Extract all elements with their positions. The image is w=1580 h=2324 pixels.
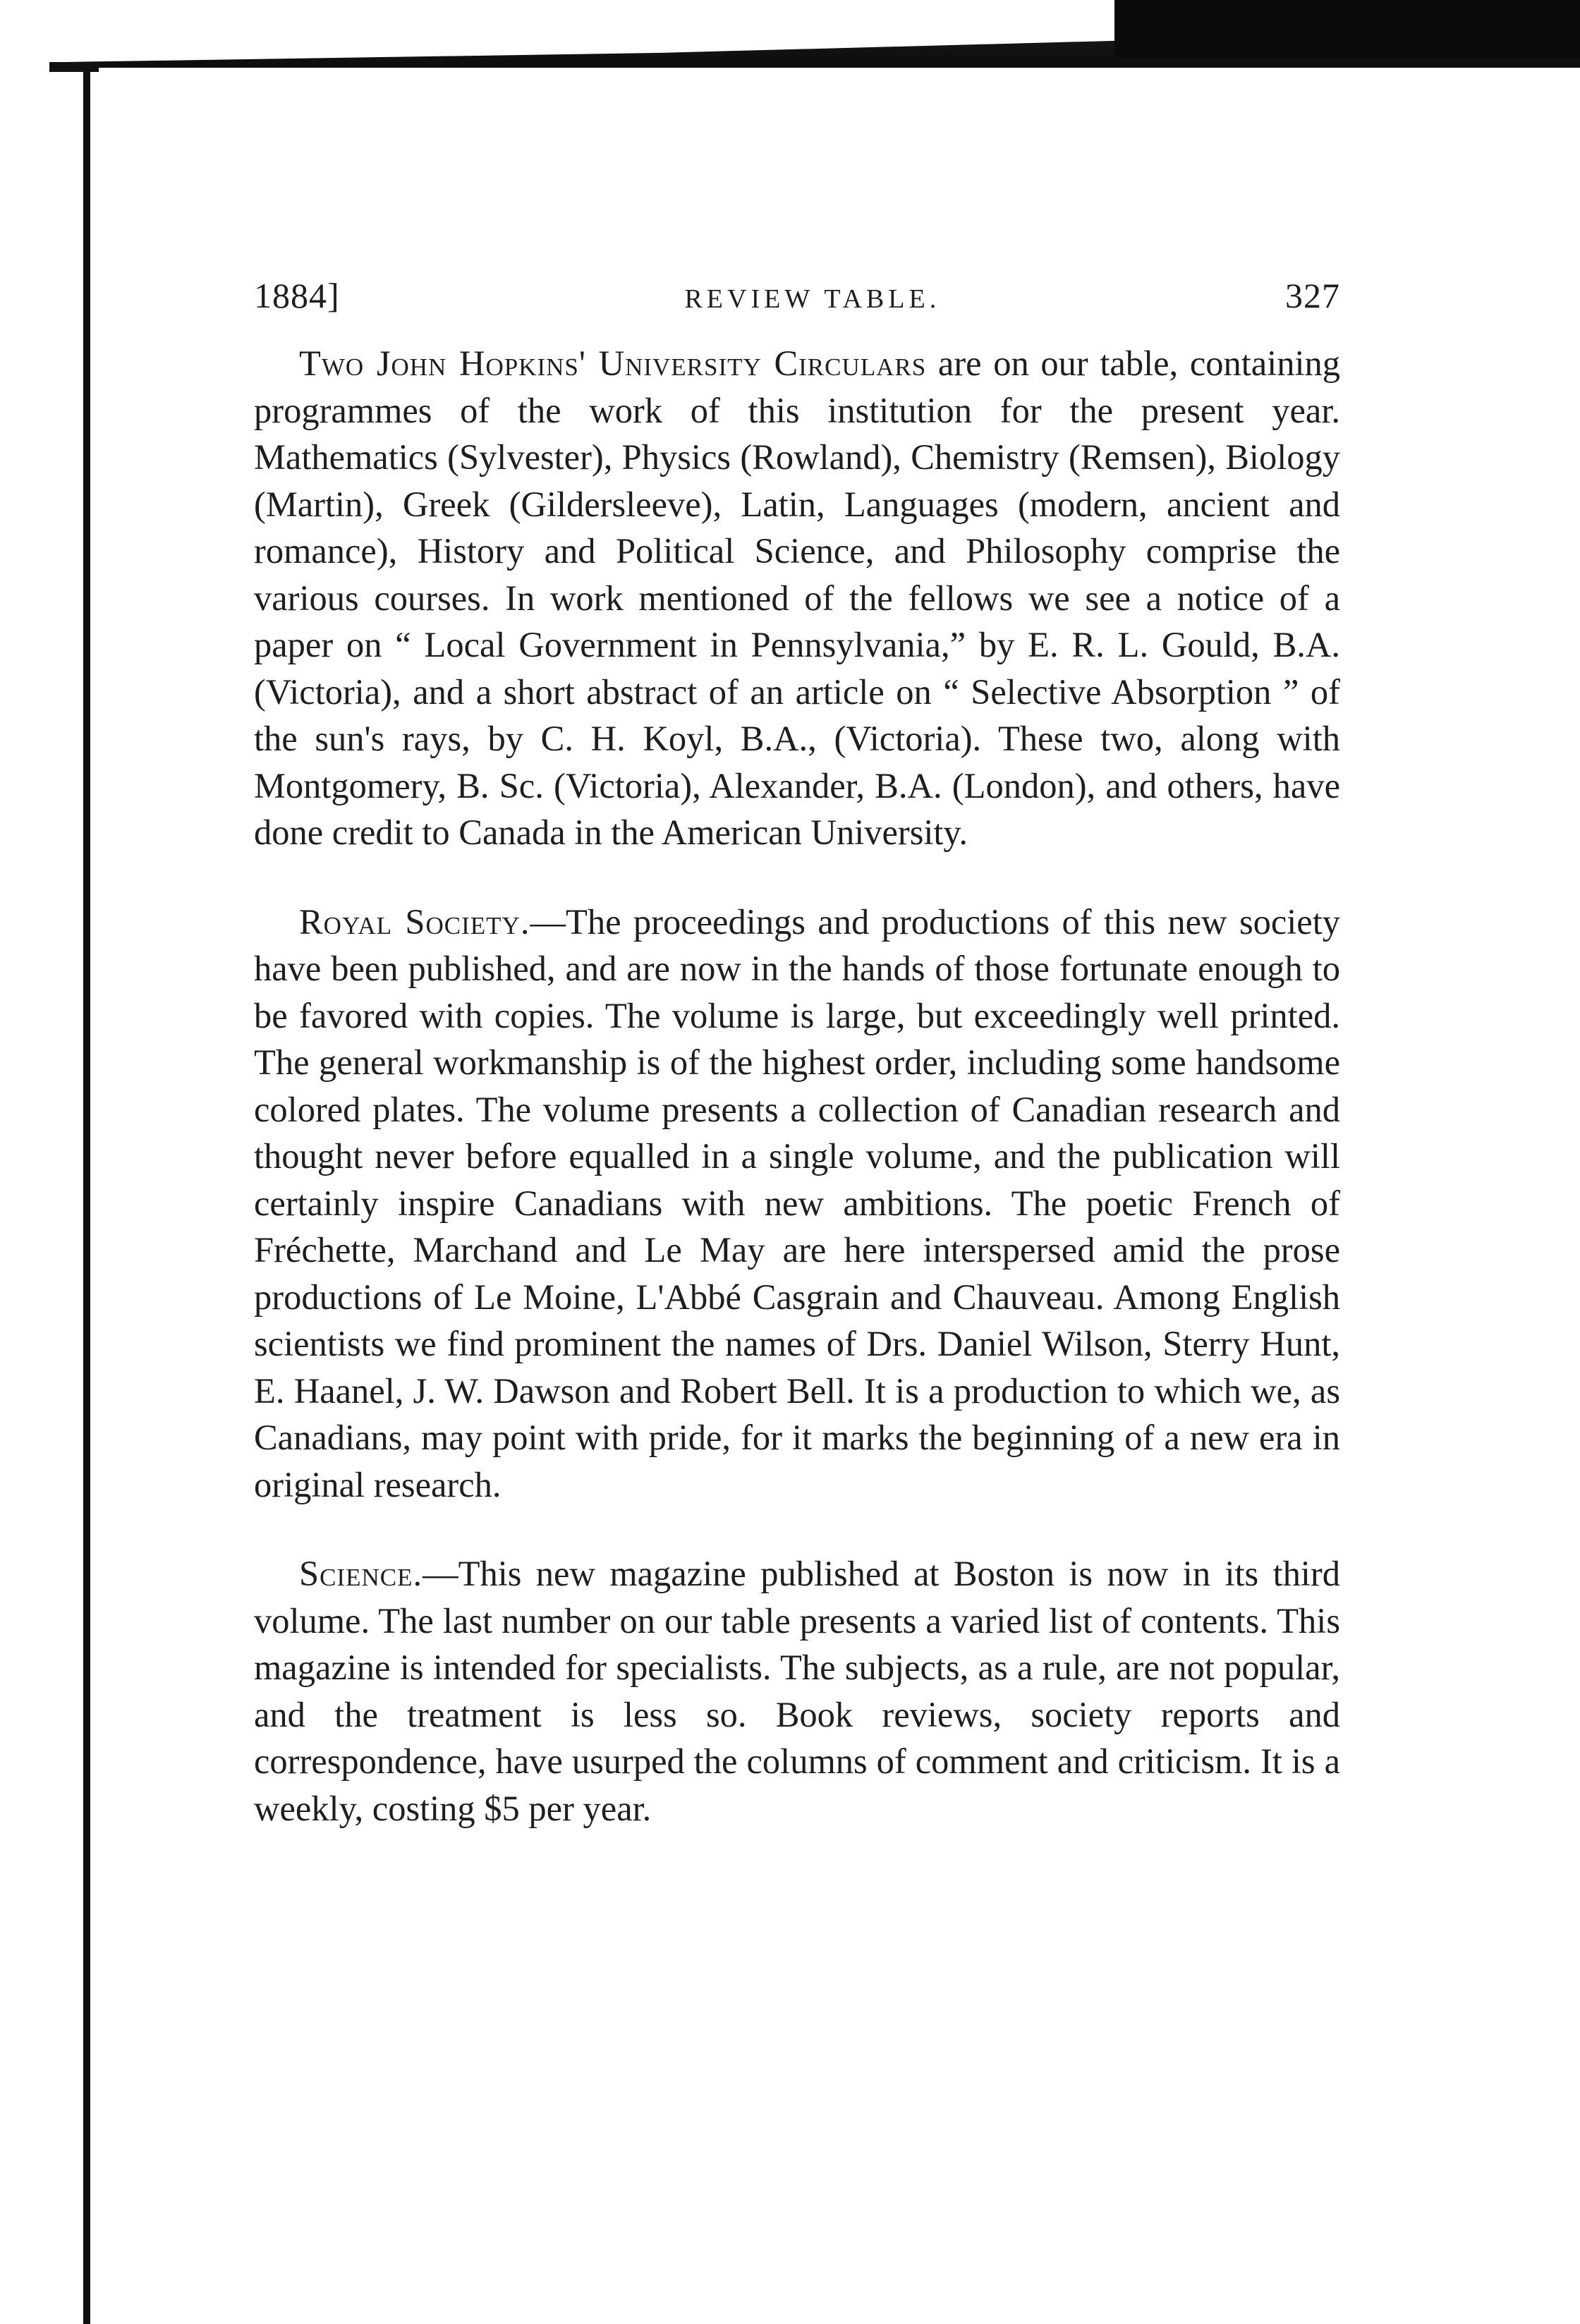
running-head-title: REVIEW TABLE. (684, 284, 941, 314)
paragraph-science (254, 1550, 1340, 1832)
page-number: 327 (1285, 276, 1340, 315)
paragraph-johns-hopkins (254, 340, 1340, 856)
paragraph-lead: Two John Hopkins' University Circulars (299, 343, 927, 383)
paragraph-lead: Science. (299, 1554, 423, 1593)
scan-edge-left (83, 71, 90, 2324)
paragraph-text: are on our table, containing programmes of the work of this institution for the present year. Mathematics (Sylvester), Physics (Rowland), Chemistry (Remsen), Biology (Martin), Greek (Gildersleeve), Latin, Languages (modern, ancient and romance), History and Political Science, and Philosophy comprise the various courses. In work mentioned of the fellows we see a notice of a paper on “ Local Government in Pennsylvania,” by E. R. L. Gould, B.A. (Victoria), and a short abstract of an article on “ Selective Absorption ” of the sun's rays, by C. H. Koyl, B.A., (Victoria). These two, along with Montgomery, B. Sc. (Victoria), Alexander, B.A. (London), and others, have done credit to Canada in the American University. (254, 343, 1340, 852)
running-head-year: 1884] (254, 276, 340, 315)
scan-edge-corner (49, 62, 99, 72)
paragraph-royal-society (254, 899, 1340, 1509)
paragraph-text: —This new magazine published at Boston is now in its third volume. The last number on our table presents a varied list of contents. This magazine is intended for specialists. The subjects, as a rule, are not popular, and the treatment is less so. Book reviews, society reports and correspondence, have usurped the columns of comment and criticism. It is a weekly, costing $5 per year. (254, 1554, 1340, 1828)
paragraph-text: —The proceedings and productions of this new society have been published, and are now in the hands of those fortunate enough to be favored with copies. The volume is large, but exceedingly well printed. The general workmanship is of the highest order, including some handsome colored plates. The volume presents a collection of Canadian research and thought never before equalled in a single volume, and the publication will certainly inspire Canadians with new ambitions. The poetic French of Fréchette, Marchand and Le May are here interspersed amid the prose productions of Le Moine, L'Abbé Casgrain and Chauveau. Among English scientists we find prominent the names of Drs. Daniel Wilson, Sterry Hunt, E. Haanel, J. W. Dawson and Robert Bell. It is a production to which we, as Canadians, may point with pride, for it marks the beginning of a new era in original research. (254, 901, 1340, 1504)
page (254, 275, 1340, 1832)
running-head (254, 275, 1340, 324)
paragraph-lead: Royal Society. (299, 901, 530, 942)
scan-edge-band (1114, 0, 1580, 59)
